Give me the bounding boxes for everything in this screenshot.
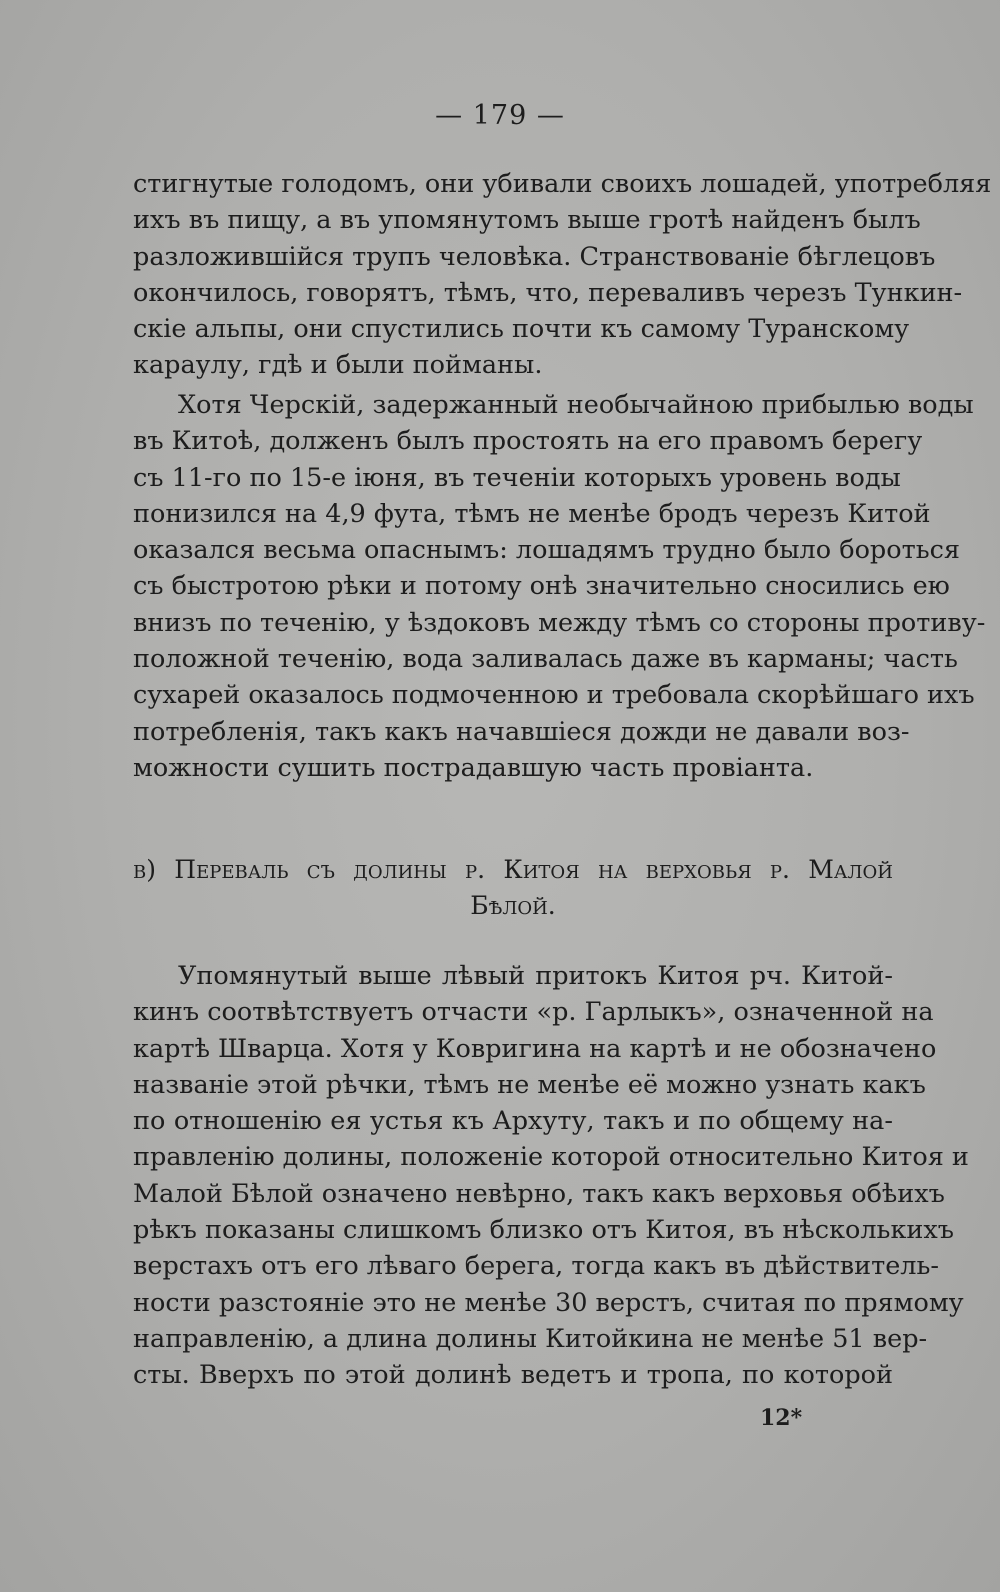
- text-line: съ 11-го по 15-е іюня, въ теченіи которыхъ уровень воды: [133, 462, 901, 493]
- text-line: понизился на 4,9 фута, тѣмъ не менѣе бродъ черезъ Китой: [133, 498, 931, 529]
- text-line: кинъ соотвѣтствуетъ отчасти «р. Гарлыкъ», означенной на: [133, 997, 934, 1028]
- text-line: потребленія, такъ какъ начавшіеся дожди не давали воз-: [133, 716, 910, 747]
- text-line: положной теченію, вода заливалась даже въ карманы; часть: [133, 644, 958, 675]
- text-line: направленію, а длина долины Китойкина не менѣе 51 вер-: [133, 1323, 928, 1354]
- text-line: сухарей оказалось подмоченною и требовала скорѣйшаго ихъ: [133, 680, 975, 711]
- text-line: караулу, гдѣ и были пойманы.: [133, 350, 543, 381]
- text-line: по отношенію ея устья къ Архуту, такъ и по общему на-: [133, 1106, 893, 1137]
- text-line: въ Китоѣ, долженъ былъ простоять на его правомъ берегу: [133, 426, 923, 457]
- heading-line: Бѣлой.: [470, 891, 556, 920]
- text-line: стигнутые голодомъ, они убивали своихъ лошадей, употребляя: [133, 169, 992, 199]
- paragraph-1: [133, 166, 992, 384]
- signature-mark: 12*: [760, 1405, 803, 1431]
- text-line: ности разстояніе это не менѣе 30 верстъ, считая по прямому: [133, 1287, 964, 1318]
- text-line: сты. Вверхъ по этой долинѣ ведетъ и тропа, по которой: [133, 1360, 893, 1391]
- page-number: — 179 —: [435, 100, 565, 131]
- text-line: рѣкъ показаны слишкомъ близко отъ Китоя, въ нѣсколькихъ: [133, 1215, 954, 1246]
- text-line: съ быстротою рѣки и потому онѣ значительно сносились ею: [133, 571, 950, 602]
- text-line: названіе этой рѣчки, тѣмъ не менѣе её можно узнать какъ: [133, 1069, 926, 1100]
- text-line: правленію долины, положеніе которой относительно Китоя и: [133, 1142, 969, 1173]
- section-heading: [133, 852, 893, 924]
- text-line: верстахъ отъ его лѣваго берега, тогда какъ въ дѣйствитель-: [133, 1251, 939, 1282]
- text-line: скіе альпы, они спустились почти къ самому Туранскому: [133, 314, 910, 345]
- paragraph-2: [133, 387, 986, 786]
- text-line: внизъ по теченію, у ѣздоковъ между тѣмъ со стороны противу-: [133, 607, 986, 638]
- text-line: окончилось, говорятъ, тѣмъ, что, переваливъ черезъ Тункин-: [133, 277, 963, 308]
- text-line: Хотя Черскій, задержанный необычайною прибылью воды: [178, 390, 974, 420]
- text-line: картѣ Шварца. Хотя у Ковригина на картѣ и не обозначено: [133, 1033, 937, 1064]
- heading-line: в) Переваль съ долины р. Китоя на верховья р. Малой: [133, 855, 893, 884]
- text-line: Упомянутый выше лѣвый притокъ Китоя рч. Китой-: [178, 961, 893, 991]
- paragraph-3: [133, 958, 969, 1394]
- text-line: оказался весьма опаснымъ: лошадямъ трудно было бороться: [133, 535, 960, 566]
- text-line: ихъ въ пищу, а въ упомянутомъ выше гротѣ найденъ былъ: [133, 205, 921, 236]
- text-line: разложившійся трупъ человѣка. Странствованіе бѣглецовъ: [133, 241, 936, 272]
- text-line: Малой Бѣлой означено невѣрно, такъ какъ верховья обѣихъ: [133, 1178, 945, 1209]
- text-line: можности сушить пострадавшую часть провіанта.: [133, 752, 814, 783]
